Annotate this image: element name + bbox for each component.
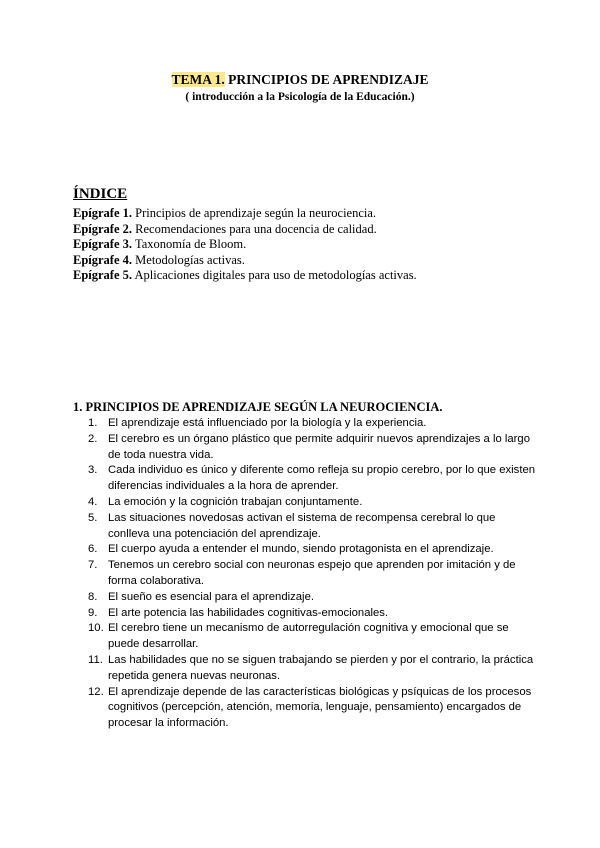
index-item-label: Epígrafe 4.: [73, 252, 133, 267]
index-item-text: Aplicaciones digitales para uso de metodologías activas.: [134, 268, 417, 283]
list-item: [88, 542, 538, 558]
list-text: El aprendizaje depende de las características biológicas y psíquicas de los procesos cognitivos (percepción, atención, memoria, lenguaje, pensamiento) encargados de procesar la información.: [108, 685, 532, 730]
list-number: 10.: [88, 622, 104, 635]
list-number: 1.: [88, 417, 98, 429]
index-item-text: Metodologías activas.: [135, 252, 245, 267]
principles-list: [88, 416, 538, 732]
index-item-text: Recomendaciones para una docencia de calidad.: [135, 221, 377, 236]
tema-label: TEMA 1.: [171, 72, 225, 87]
list-text: El cerebro es un órgano plástico que permite adquirir nuevos aprendizajes a lo largo de toda nuestra vida.: [108, 432, 531, 461]
list-text: El cerebro tiene un mecanismo de autorregulación cognitiva y emocional que se puede desarrollar.: [108, 622, 509, 651]
list-number: 5.: [88, 511, 98, 524]
list-item: [88, 416, 538, 432]
list-text: El arte potencia las habilidades cognitivas-emocionales.: [108, 606, 389, 619]
list-item: [88, 606, 538, 622]
list-item: [88, 685, 538, 732]
list-text: El aprendizaje está influenciado por la biología y la experiencia.: [108, 417, 427, 429]
list-item: [88, 590, 538, 606]
section-heading: 1. PRINCIPIOS DE APRENDIZAJE SEGÚN LA NEUROCIENCIA.: [73, 400, 443, 414]
list-number: 9.: [88, 606, 98, 619]
list-number: 12.: [88, 685, 104, 698]
list-number: 11.: [88, 653, 103, 666]
list-number: 3.: [88, 464, 98, 477]
index-item-text: Principios de aprendizaje según la neurociencia.: [135, 206, 377, 220]
list-number: 8.: [88, 590, 98, 603]
list-item: [88, 511, 538, 543]
index-item: [73, 237, 417, 253]
list-item: [88, 653, 538, 685]
index-item: [73, 206, 417, 222]
list-item: [88, 432, 538, 464]
list-text: Las habilidades que no se siguen trabajando se pierden y por el contrario, la práctica repetida genera nuevas neuronas.: [108, 653, 534, 682]
list-text: Cada individuo es único y diferente como refleja su propio cerebro, por lo que existen diferencias individuales a la hora de aprender.: [108, 464, 536, 493]
index-item: [73, 268, 417, 284]
index-item-text: Taxonomía de Bloom.: [134, 237, 247, 252]
list-number: 6.: [88, 543, 98, 556]
index-item: [73, 253, 417, 269]
index-item-label: Epígrafe 1.: [73, 206, 133, 220]
document-title: [0, 72, 600, 88]
index-item-label: Epígrafe 2.: [73, 221, 133, 236]
list-text: Tenemos un cerebro social con neuronas espejo que aprenden por imitación y de forma colaborativa.: [108, 559, 516, 587]
list-item: [88, 558, 538, 590]
list-number: 2.: [88, 432, 98, 445]
list-number: 4.: [88, 495, 98, 508]
list-item: [88, 621, 538, 653]
index-item-label: Epígrafe 5.: [73, 268, 133, 283]
list-text: Las situaciones novedosas activan el sistema de recompensa cerebral lo que conlleva una potenciación del aprendizaje.: [108, 511, 496, 540]
list-text: El cuerpo ayuda a entender el mundo, siendo protagonista en el aprendizaje.: [108, 543, 494, 556]
list-number: 7.: [88, 559, 98, 572]
list-text: El sueño es esencial para el aprendizaje.: [108, 590, 314, 603]
document-subtitle: ( introducción a la Psicología de la Educación.): [185, 91, 415, 103]
title-text: PRINCIPIOS DE APRENDIZAJE: [228, 72, 429, 87]
list-text: La emoción y la cognición trabajan conjuntamente.: [108, 495, 363, 508]
list-item: [88, 495, 538, 511]
index-heading: ÍNDICE: [73, 186, 128, 202]
index-item-label: Epígrafe 3.: [73, 237, 133, 252]
list-item: [88, 463, 538, 495]
index-item: [73, 222, 417, 238]
index-list: [73, 206, 417, 284]
